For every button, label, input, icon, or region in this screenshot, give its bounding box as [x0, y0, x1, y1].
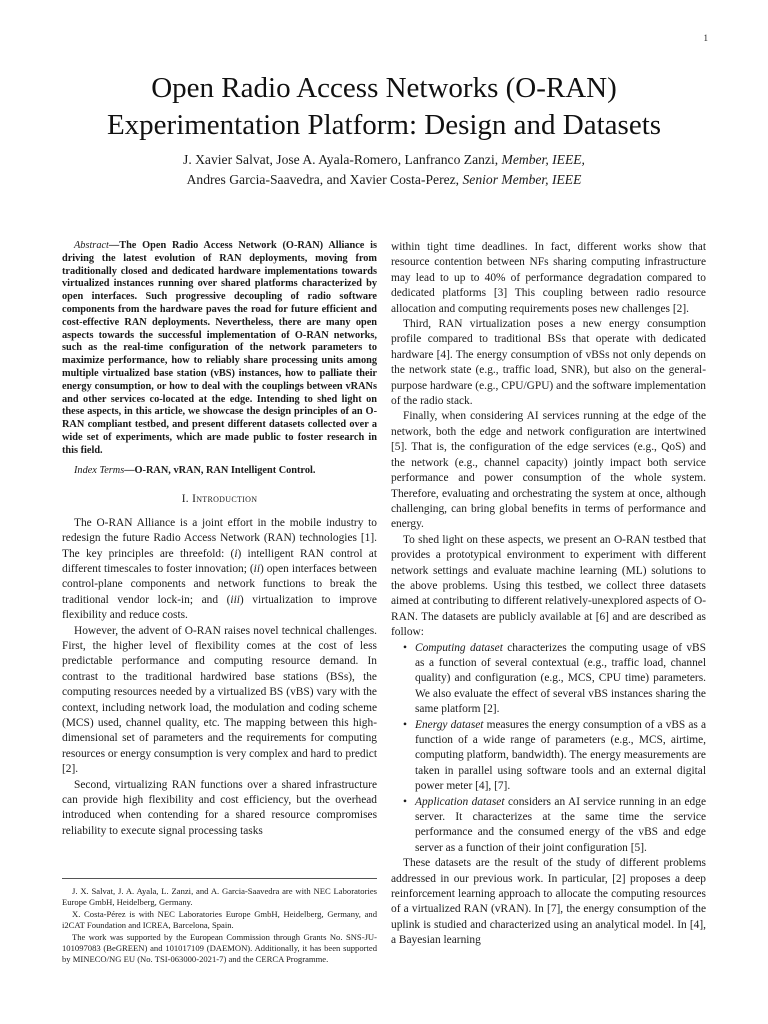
intro-paragraph-1	[62, 516, 377, 624]
bullet-icon: •	[403, 641, 407, 654]
index-terms-label: Index Terms	[74, 464, 125, 476]
intro-p1-part-a: The O-RAN Alliance is a joint effort in the mobile industry to redesign the future Radio Access Network (RAN) technologies [1]. The key principles are threefold: (	[62, 516, 377, 560]
footnote-affiliation: J. X. Salvat, J. A. Ayala, L. Zanzi, and A. Garcia-Saavedra are with NEC Laboratories Europe GmbH, Heidelberg, Germany.	[62, 886, 377, 908]
abstract-label: Abstract	[74, 240, 109, 251]
intro-p1-roman-i: i	[234, 547, 238, 560]
author-block	[0, 150, 768, 190]
list-item-term: Computing dataset	[415, 641, 503, 654]
authors-role-1: Member, IEEE,	[501, 152, 585, 167]
list-item-text: considers an AI service running in an edge server. It characterizes at the same time the service performance and the consumed energy of the vBS and edge server as a function of their joint configuration [5].	[415, 795, 706, 854]
intro-p1-part-d: ) virtualization to improve flexibility and reduce costs.	[62, 593, 377, 622]
page-number: 1	[703, 33, 708, 43]
right-paragraph-3: Finally, when considering AI services running at the edge of the network, both the edge and network configuration are intertwined [5]. That is, the configuration of the edge services (e.g., QoS) and the network (e.g., channel capacity) jointly impact both service performance and power consumption of the whole system. Therefore, evaluating and orchestrating the system at once, although challenging, can bring global benefits in terms of performance and energy.	[391, 410, 706, 531]
intro-p1-part-c: ) open interfaces between control-plane components and network functions to break the traditional vendor lock-in; and (	[62, 562, 377, 606]
intro-p1-roman-iii: iii	[230, 593, 240, 606]
dataset-list	[403, 641, 706, 857]
section-heading-introduction	[62, 492, 377, 507]
authors-line-2: Andres Garcia-Saavedra, and Xavier Costa-Perez,	[186, 172, 460, 187]
intro-p1-part-b: ) intelligent RAN control at different timescales to foster innovation; (	[62, 547, 377, 575]
list-item	[403, 641, 706, 718]
paper-title	[0, 70, 768, 144]
authors-line-1: J. Xavier Salvat, Jose A. Ayala-Romero, Lanfranco Zanzi,	[183, 152, 499, 167]
list-item	[403, 718, 706, 795]
abstract	[62, 240, 377, 458]
index-terms	[62, 465, 377, 478]
list-item-term: Application dataset	[415, 795, 505, 808]
intro-p1-roman-ii: ii	[253, 562, 260, 575]
left-column	[62, 240, 377, 839]
right-paragraph-2: Third, RAN virtualization poses a new energy consumption profile compared to traditional BSs that operate with dedicated hardware [4]. The energy consumption of vBSs not only depends on the network state (e.g., traffic load, SNR), but also on the general-purpose hardware (e.g., CPU/GPU) and the software implementation of the radio stack.	[391, 318, 706, 408]
index-terms-text: —O-RAN, vRAN, RAN Intelligent Control.	[124, 464, 316, 476]
right-paragraph-1: within tight time deadlines. In fact, different works show that resource contention between NFs sharing computing infrastructure may lead to up to 40% of performance degradation compared to dedicated platforms [3] This coupling between radio resource allocation and computing requirements poses new challenges [2].	[391, 241, 706, 315]
right-paragraph-5: These datasets are the result of the study of different problems addressed in our previous work. In particular, [2] proposes a deep reinforcement learning approach to allocate the computing resources of a virtualized RAN (vRAN). In [7], the energy consumption of the uplink is studied and characterized using an analytical model. In [4], a Bayesian learning	[391, 857, 706, 947]
list-item-text: characterizes the computing usage of vBS as a function of several contextual (e.g., traffic load, channel quality) and configuration (e.g., MCS, CPU time) parameters. We also evaluate the effect of several vBS instances sharing the same platform [2].	[415, 641, 706, 716]
title-line-1: Open Radio Access Networks (O-RAN)	[151, 72, 617, 104]
title-line-2: Experimentation Platform: Design and Datasets	[106, 109, 662, 141]
footnote-affiliation-2: X. Costa-Pérez is with NEC Laboratories Europe GmbH, Heidelberg, Germany, and i2CAT Foundation and ICREA, Barcelona, Spain.	[62, 908, 377, 931]
list-item-text: measures the energy consumption of a vBS as a function of a wide range of parameters (e.g., MCS, airtime, computing platform, bandwidth). The energy measurements are taken in parallel using software tools and an external digital power meter [4], [7].	[415, 718, 706, 793]
authors-role-2: Senior Member, IEEE	[462, 172, 582, 187]
list-item-term: Energy dataset	[415, 718, 484, 731]
abstract-text: —The Open Radio Access Network (O-RAN) Alliance is driving the latest evolution of RAN deployments, moving from traditionally closed and dedicated hardware implementations towards virtualized instances running over shared platforms characterized by open interfaces. Such progressive decoupling of radio software components from the hardware paves the road for future efficient and cost-effective RAN deployments. Nevertheless, there are many open aspects towards the successful implementation of O-RAN networks, such as the real-time configuration of the network parameters to maximize performance, how to reliably share processing units among multiple virtualized base station (vBS) instances, how to palliate their energy consumption, or how to deal with the couplings between vRANs and other services co-located at the edge. Intending to shed light on these aspects, in this article, we showcase the design principles of an O-RAN compliant testbed, and present different datasets collected over a wide set of experiments, which are made public to foster research in this field.	[62, 240, 377, 456]
right-column	[391, 240, 706, 949]
section-number: I.	[181, 493, 189, 506]
footnote-funding: The work was supported by the European Commission through Grants No. SNS-JU-101097083 (BeGREEN) and 101017109 (DAEMON). Additionally, it has been supported by MINECO/NG EU (No. TSI-063000-2021-7) and the CERCA Programme.	[62, 931, 377, 965]
bullet-icon: •	[403, 718, 407, 731]
right-paragraph-4: To shed light on these aspects, we present an O-RAN testbed that provides a prototypical environment to experiment with different network settings and evaluate machine learning (ML) solutions to the above problems. Using this testbed, we collect three datasets aimed at contributing to different relatively-unexplored aspects of O-RAN. The datasets are publicly available at [6] and are described as follow:	[391, 533, 706, 639]
bullet-icon: •	[403, 795, 407, 808]
intro-paragraph-2: However, the advent of O-RAN raises novel technical challenges. First, the higher level of flexibility comes at the cost of less predictable performance and computing resource demand. In contrast to the traditional hardwired base stations (BSs), the computing resources needed by a virtualized BS (vBS) vary with the context, including network load, the modulation and coding scheme (MCS) used, channel quality, etc. The mapping between this high-dimensional set of parameters and the requirements for computing resources or energy consumption is very complex and hard to predict [2].	[62, 624, 377, 776]
section-title: Introduction	[192, 493, 258, 506]
list-item	[403, 795, 706, 857]
intro-paragraph-3: Second, virtualizing RAN functions over a shared infrastructure can provide high flexibility and cost efficiency, but the overhead introduced when contending for a shared resource compromises reliability to execute signal processing tasks	[62, 778, 377, 837]
footnotes	[62, 878, 377, 966]
